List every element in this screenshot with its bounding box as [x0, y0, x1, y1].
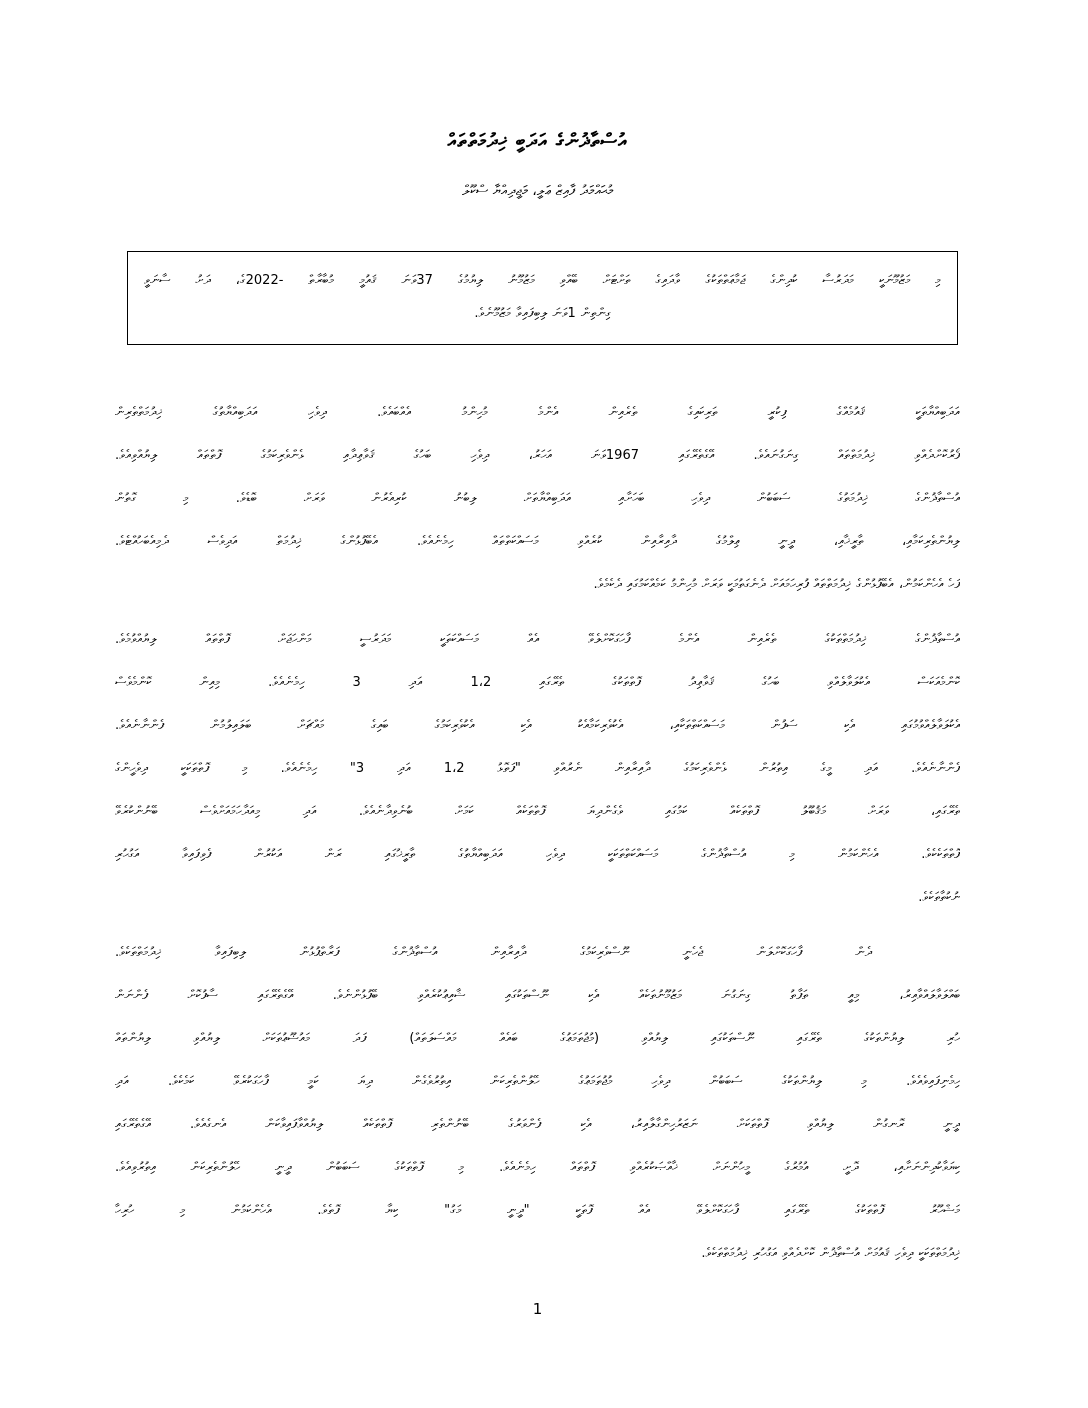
paragraph-3-lines: [115, 931, 960, 1275]
text-line: ބައްލަވާލައްވާއިރު، މިއީ ތަފާތު ގިނަގުނަ މަޒުމޫނުތަކެއް އެކި ނޫސްތަކުގައި ޝާއިޢުކުރެއްވި ބޭފުޅުންނެވެ. އޭގެތެރޭގައި ސާފުކޮށް ފެންނަން: [115, 988, 960, 1003]
paragraph-1: [115, 391, 960, 606]
paragraph-2-lines: [115, 618, 960, 919]
text-line: ތެރޭގައި، ވަރަށް މަޤުބޫލު ފޮތްތަކެއް ކަމުގައި ވެގެންދިޔަ ފޮތްތަކެއް ކަމަށް ބުނެވިދާނެއެވެ. އަދި މިއަދާހަމައަށްވެސް ބޭނުންކުރެވޭ: [115, 804, 960, 819]
document-title: އުސްތާޛުންގެ އަދަބީ ޚިދުމަތްތައް: [447, 130, 628, 152]
text-line: އަދަބިއްޔާތަކީ ޤައުމެއްގެ ފިކުރީ ތަރިކައިގެ ތެރެއިން އެންމެ މުހިންމު އެއްބައެވެ. ދިވެހި އަދަބިއްޔާތުގެ ޚިދުމަތްތެރިން: [115, 405, 960, 420]
text-line: ކޮންމެއަކަސް އެކުލަވާލެއްވި ބަހުގެ ޤަވާޢިދު ފޮތްތަކުގެ ތެރޭގައި 1،2 އަދި 3 ހިމެނެއެވެ. މިއިން ކޮންމެވެސް: [115, 675, 960, 690]
text-line: ދެން ފާހަގަކޮށްލަން ޖެހެނީ ނޫސްވެރިކަމުގެ ދާއިރާއިން އުސްތާޛުންގެ ފަރާތްޕުޅުން ލިބިފައިވާ ޚިދުމަތްތަކެވެ.: [115, 945, 872, 960]
text-line: ލިޔުންތެރިކަމާއި، ތާރީޚާއި، ދީނީ ޢިލްމުގެ ދާއިރާއިން ކުރެއްވި މަސައްކަތްތައް ހިމެނެއެވެ. އެބޭފުޅުންގެ ޚިދުމަތް އަދިވެސް ދެމިއެބަހުއްޓެވެ.: [115, 534, 960, 549]
text-line: މަޝްހޫރު ފޮތްތަކުގެ ތެރޭގައި ފާހަގަކޮށްލެވޭ އެއް ފޮތަކީ "ދީނީ މަގު" ކިޔާ ފޮތެވެ. އެހެންކަމުން މި ހުރިހާ: [115, 1203, 960, 1218]
text-line: ފަހެ އެހެންކަމުން، އެބޭފުޅުންގެ ޚިދުމަތްތައް ފުރިހަމައަށް ދެނެގަތުމަކީ ވަރަށް މުހިންމު ކަމެއްކަމުގައި ދެކެމެވެ.: [593, 577, 960, 592]
text-line: އެކުލަވާލެއްވުމުގައި އެކި ސަފުން މަސައްކަތްތަކާއި، އެކުވެރިކަމާއެކު އެކި އެކުވެރިކަމުގެ ބައިގެ މައްޗަށް ބަލައިލުމުން ފެންނާނެއެވެ.: [115, 718, 960, 733]
text-line: ޚިދުމަތްތަކަކީ ދިވެހި ޤައުމަށް އުސްތާޛުން ކޮށްދެއްވި އަގުހުރި ޚިދުމަތްތަކެވެ.: [701, 1246, 960, 1261]
text-line: ފެންނާނެއެވެ. އަދި މީގެ އިތުރުން ޅެންވެރިކަމުގެ ދާއިރާއިން ނެރުއްވި "ފަތޮޅު 1،2 އަދި 3" ހިމެނެއެވެ. މި ފޮތްތަކަކީ ދިވެހީންގެ: [115, 761, 960, 776]
competition-notice-box: [127, 251, 958, 345]
document-body: [115, 391, 960, 1275]
document-byline: މުޙައްމަދު ފާއިޒް ޢަލީ، މަޖީދިއްޔާ ސްކޫލް: [462, 183, 613, 199]
text-line: ފޯރުކޮށްދެއްވި ޚިދުމަތްތައް ގިނަގުނައެވެ. އޭގެތެރޭގައި 1967ވަނަ އަހަރު، ދިވެހި ބަހުގެ ޤަވާޢިދާއި ޅެންވެރިކަމުގެ ފޮތްތައް ލިޔުއްވިއެވެ.: [115, 448, 960, 463]
text-line: ކިޔަވާކުދިންނަށާއި، ދޮށީ އުމުރުގެ މީހުންނަށް ޚާއްޞަކުރެއްވި ފޮތްތައް ހިމެނެއެވެ. މި ފޮތްތަކުގެ ސަބަބުން ދީނީ ހޭލުންތެރިކަން އިތުރުވިއެވެ.: [115, 1160, 960, 1175]
paragraph-3: [115, 931, 960, 1275]
notice-line: ގިންތިން 1ވަނަ ލިބިފައިވާ މަޒުމޫނެވެ.: [474, 306, 611, 321]
text-line: އުސްތާޛުންގެ ޚިދުމަތުގެ ސަބަބުން ދިވެހި ބަހަށާއި އަދަބިއްޔާތަށް ލިބުނު ކުރިއެރުން ވަރަށް ބޮޑެވެ. މި ގޮތުން: [115, 491, 960, 506]
text-line: ހުރި ލިޔުންތަކުގެ ތެރޭގައި ނޫސްތަކުގައި ލިޔުއްވި (މުޖުތަމަޢުގެ ބައެއް މައްސަލަތައް) ފަދަ މައުޟޫޢުތަކަށް ލިޔުއްވި ލިޔުންތައް: [115, 1031, 960, 1046]
page-number: 1: [532, 1300, 543, 1318]
text-line: ނުކުތާތަކެވެ.: [918, 890, 960, 905]
notice-line: މި މަޒުމޫނަކީ މަދަރުސާ ކުދިންގެ ޖަމާޢަތްތަކުގެ ވާދައިގެ ތަށްޓަށް ބޭއްވި މަޒުމޫނު ލިޔުމުގެ 37ވަނަ ޤައުމީ މުބާރާތް -2022ގެ، ދަށު ސާނަވީ: [144, 273, 941, 288]
paragraph-2: [115, 618, 960, 919]
paragraph-1-lines: [115, 391, 960, 606]
text-line: ހިމެނިފައިވެއެވެ. މި ލިޔުންތަކުގެ ސަބަބުން ދިވެހި މުޖުތަމަޢުގެ ހޭލުންތެރިކަން އިތުރުވެގެން ދިޔަ ކަމީ ފާހަގަކުރެވޭ ކަމެކެވެ. އަދި: [115, 1074, 960, 1089]
text-line: ފޮތްތަކެކެވެ. އެހެންކަމުން މި އުސްތާޛުންގެ މަސައްކަތްތަކަކީ ދިވެހި އަދަބިއްޔާތުގެ ތާރީޚުގައި ރަން އަކުރުން ފެވިފައިވާ އަގުހުރި: [115, 847, 960, 862]
text-line: އުސްތާޛުންގެ ޚިދުމަތްތަކުގެ ތެރެއިން އެންމެ ފާހަގަކޮށްލެވޭ އެއް މަސައްކަތަކީ މަދަރުސީ މަންހަޖަށް ފޮތްތައް ލިޔުއްވުމެވެ.: [115, 632, 960, 647]
text-line: ދީނީ ރޮނގުން ލިޔުއްވި ފޮތްތަކަށް ނަޒަރުހިންގާލާއިރު، އެކި ފެންވަރުގެ ބޭނުންތެރި ފޮތްތަކެއް ލިޔުއްވާފައިވާކަން އެނގެއެވެ. އޭގެތެރޭގައި: [115, 1117, 960, 1132]
notice-lines: [144, 264, 941, 330]
